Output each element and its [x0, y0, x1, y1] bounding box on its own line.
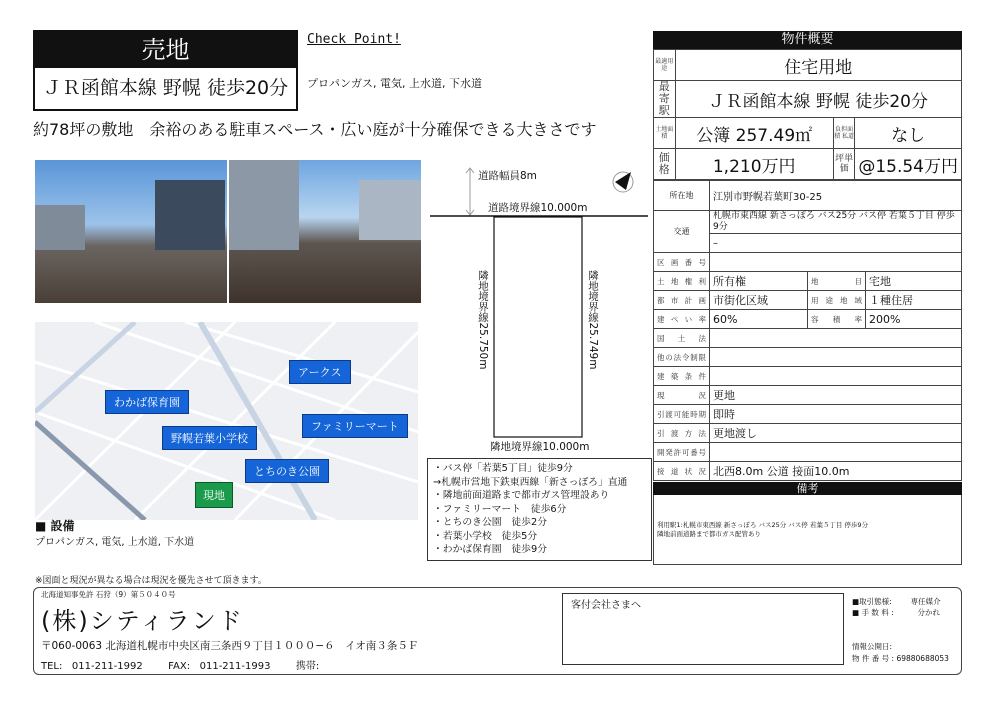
- point-item: ・とちのき公園 徒歩2分: [433, 517, 547, 528]
- detail-value: [710, 367, 962, 386]
- disclaimer-note: ※図面と現況が異なる場合は現況を優先させて頂きます。: [35, 576, 267, 586]
- road-width: 道路幅員8m: [478, 170, 537, 182]
- property-type: 売地: [35, 32, 296, 68]
- check-point-heading: Check Point!: [307, 32, 401, 47]
- transport-label: 交通: [654, 211, 710, 253]
- area-value: 公簿 257.49㎡: [675, 118, 833, 149]
- detail-row: [654, 462, 962, 481]
- map-label-school: 野幌若葉小学校: [162, 426, 257, 450]
- detail-label: 接道状況: [654, 462, 710, 481]
- detail-row: [654, 329, 962, 348]
- bottom-boundary: 隣地境界線10.000m: [490, 441, 590, 453]
- detail-label: 都市計画: [654, 291, 710, 310]
- detail-row: [654, 424, 962, 443]
- facilities-text: プロパンガス, 電気, 上水道, 下水道: [35, 537, 195, 548]
- detail-label: 開発許可番号: [654, 443, 710, 462]
- detail-label: 国土法: [654, 329, 710, 348]
- point-item: ・ファミリーマート 徒歩6分: [433, 503, 567, 515]
- details-table: [653, 180, 962, 481]
- location-label: 所在地: [654, 181, 710, 211]
- detail-row: [654, 367, 962, 386]
- detail-label: 容積率: [808, 310, 866, 329]
- unit-price-label: 坪単価: [833, 149, 854, 180]
- transaction-type: ■取引態様: 専任媒介: [852, 597, 941, 606]
- detail-label: 建ぺい率: [654, 310, 710, 329]
- detail-value: 北西8.0m 公道 接面10.0m: [710, 462, 962, 481]
- point-item: ・隣地前面道路まで都市ガス管埋設あり: [433, 490, 610, 501]
- facilities-heading: ■ 設備: [35, 519, 75, 533]
- detail-value: 市街化区域: [710, 291, 808, 310]
- right-boundary: 隣地境界線25.749m: [587, 270, 599, 370]
- detail-row: [654, 272, 962, 291]
- property-number: 物 件 番 号 : 69880688053: [852, 654, 949, 663]
- points-list: [427, 458, 652, 561]
- transport-value-1: 札幌市東西線 新さっぽろ バス25分 バス停 若葉５丁目 停歩9分: [710, 211, 962, 234]
- detail-row: [654, 310, 962, 329]
- point-item: →札幌市営地下鉄東西線「新さっぽろ」直通: [433, 476, 628, 488]
- detail-row: [654, 348, 962, 367]
- detail-label: 引渡可能時期: [654, 405, 710, 424]
- detail-label: 区画番号: [654, 253, 710, 272]
- detail-row: [654, 405, 962, 424]
- license: 北海道知事免許 石狩（9）第５０４０号: [41, 590, 176, 599]
- point-item: ・若葉小学校 徒歩5分: [433, 530, 538, 542]
- remarks-heading: 備考: [653, 482, 962, 495]
- detail-value: [710, 253, 962, 272]
- unit-price-value: @15.54万円: [855, 149, 962, 180]
- point-item: ・わかば保育園 徒歩9分: [433, 544, 547, 555]
- check-point-text: プロパンガス, 電気, 上水道, 下水道: [307, 77, 482, 90]
- detail-label: 土地権利: [654, 272, 710, 291]
- headline: 約78坪の敷地 余裕のある駐車スペース・広い庭が十分確保できる大きさです: [33, 120, 597, 139]
- detail-value: [710, 348, 962, 367]
- location-value: 江別市野幌若葉町30-25: [710, 181, 962, 211]
- price-value: 1,210万円: [675, 149, 833, 180]
- commission: ■ 手 数 料 : 分かれ: [852, 608, 940, 617]
- area-label: 土地面積: [654, 118, 676, 149]
- map-label-familymart: ファミリーマート: [302, 414, 408, 438]
- title-station: ＪＲ函館本線 野幌 徒歩20分: [42, 77, 289, 99]
- detail-label: 建築条件: [654, 367, 710, 386]
- detail-value: 即時: [710, 405, 962, 424]
- detail-value: 宅地: [866, 272, 962, 291]
- summary-heading: 物件概要: [653, 31, 962, 49]
- detail-value: [710, 443, 962, 462]
- use-value: 住宅用地: [675, 50, 961, 81]
- area-map[interactable]: [35, 322, 418, 520]
- detail-value: 更地渡し: [710, 424, 962, 443]
- remarks-line: 隣地前面道路まで都市ガス配管あり: [657, 530, 761, 538]
- map-label-wakaba-nursery: わかば保育園: [105, 390, 189, 414]
- detail-value: １種住居: [866, 291, 962, 310]
- detail-label: 引渡方法: [654, 424, 710, 443]
- detail-value: [710, 329, 962, 348]
- company-name: (株)シティランド: [41, 607, 244, 635]
- detail-row: [654, 253, 962, 272]
- station-value: ＪＲ函館本線 野幌 徒歩20分: [675, 81, 961, 118]
- remarks-line: 利用駅1:札幌市東西線 新さっぽろ バス25分 バス停 若葉５丁目 停歩9分: [657, 521, 869, 529]
- detail-value: 200%: [866, 310, 962, 329]
- private-road-label: 負担面積 私道: [833, 118, 854, 149]
- detail-label: 現況: [654, 386, 710, 405]
- publish-date: 情報公開日:: [852, 642, 893, 651]
- site-photo-1: [35, 160, 227, 303]
- station-label: 最寄駅: [654, 81, 676, 118]
- detail-label: 他の法令制限: [654, 348, 710, 367]
- detail-row: [654, 386, 962, 405]
- client-box: 客付会社さまへ: [562, 593, 844, 665]
- north-arrow-icon: [615, 172, 631, 190]
- private-road-value: なし: [855, 118, 962, 149]
- map-label-tochinoki-park: とちのき公園: [245, 459, 329, 483]
- detail-label: 地目: [808, 272, 866, 291]
- site-photo-2: [229, 160, 421, 303]
- detail-row: [654, 443, 962, 462]
- detail-label: 用途地域: [808, 291, 866, 310]
- map-label-site: 現地: [195, 482, 233, 508]
- company-phone: TEL: 011-211-1992 FAX: 011-211-1993 携帯:: [41, 661, 320, 672]
- left-boundary: 隣地境界線25.750m: [477, 270, 489, 370]
- company-address: 〒060-0063 北海道札幌市中央区南三条西９丁目１０００−６ イオ南３条５Ｆ: [41, 640, 419, 652]
- use-label: 最適用途: [654, 50, 676, 81]
- title-box: [33, 30, 298, 111]
- detail-value: 更地: [710, 386, 962, 405]
- detail-value: 60%: [710, 310, 808, 329]
- detail-value: 所有権: [710, 272, 808, 291]
- map-label-arcs: アークス: [289, 360, 351, 384]
- point-item: ・バス停「若葉5丁目」徒歩9分: [433, 463, 573, 474]
- lot-diagram: [420, 160, 652, 456]
- road-boundary: 道路境界線10.000m: [488, 202, 588, 214]
- detail-row: [654, 291, 962, 310]
- transport-value-2: –: [710, 234, 962, 253]
- summary-table: [653, 49, 962, 180]
- price-label: 価格: [654, 149, 676, 180]
